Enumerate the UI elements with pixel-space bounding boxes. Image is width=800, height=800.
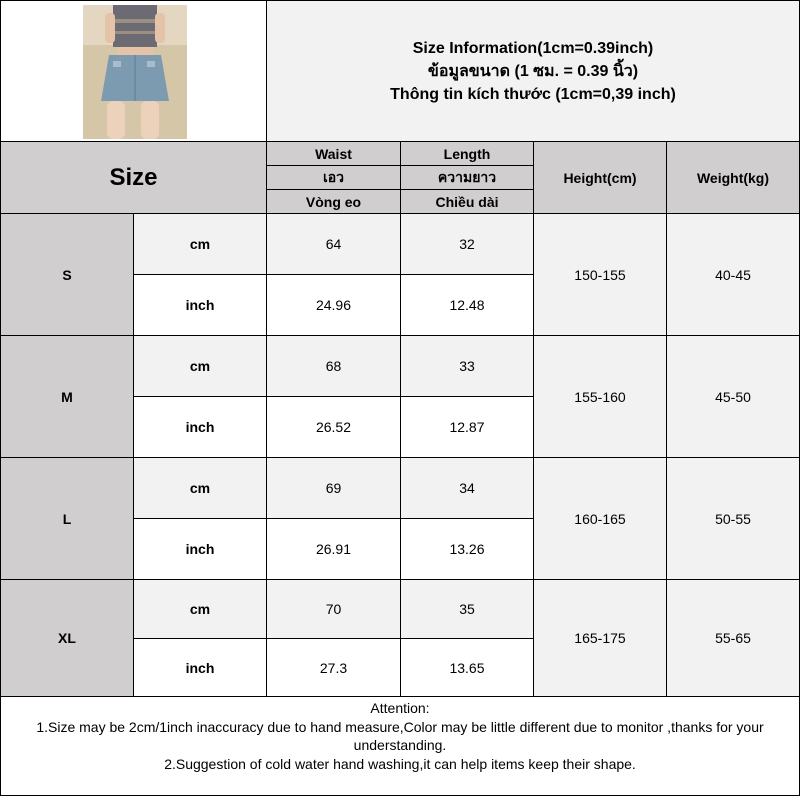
waist-value: 68 [266,335,401,397]
length-header-th: ความยาว [400,165,534,190]
weight-value: 45-50 [666,335,800,458]
height-value: 150-155 [533,213,667,336]
waist-header-vi: Vòng eo [266,189,401,214]
unit-cell: cm [133,457,267,519]
height-value: 155-160 [533,335,667,458]
attention-heading: Attention: [370,700,430,716]
size-cell-m: M [0,335,134,458]
attention-line-2: 2.Suggestion of cold water hand washing,it can help items keep their shape. [164,755,636,772]
product-photo [83,5,187,139]
title-line-th: ข้อมูลขนาด (1 ซม. = 0.39 นิ้ว) [427,62,639,80]
waist-value: 26.52 [266,396,401,458]
unit-cell: cm [133,213,267,275]
attention-notes [0,696,800,796]
unit-cell: inch [133,396,267,458]
size-cell-s: S [0,213,134,336]
length-value: 35 [400,579,534,639]
length-value: 32 [400,213,534,275]
length-value: 33 [400,335,534,397]
title-line-vi: Thông tin kích thước (1cm=0,39 inch) [390,85,676,103]
unit-cell: inch [133,518,267,580]
product-photo-icon [83,5,187,139]
weight-value: 55-65 [666,579,800,697]
unit-cell: inch [133,638,267,697]
height-value: 165-175 [533,579,667,697]
size-information-title [266,0,800,142]
height-header: Height(cm) [533,141,667,214]
length-value: 13.65 [400,638,534,697]
weight-value: 50-55 [666,457,800,580]
length-value: 13.26 [400,518,534,580]
size-cell-l: L [0,457,134,580]
waist-value: 69 [266,457,401,519]
size-header: Size [0,141,267,214]
length-value: 34 [400,457,534,519]
length-header-en: Length [400,141,534,166]
height-value: 160-165 [533,457,667,580]
unit-cell: inch [133,274,267,336]
waist-value: 26.91 [266,518,401,580]
length-value: 12.48 [400,274,534,336]
unit-cell: cm [133,579,267,639]
unit-cell: cm [133,335,267,397]
weight-header: Weight(kg) [666,141,800,214]
waist-value: 64 [266,213,401,275]
waist-header-th: เอว [266,165,401,190]
waist-value: 27.3 [266,638,401,697]
size-cell-xl: XL [0,579,134,697]
weight-value: 40-45 [666,213,800,336]
length-value: 12.87 [400,396,534,458]
length-header-vi: Chiều dài [400,189,534,214]
waist-header-en: Waist [266,141,401,166]
waist-value: 70 [266,579,401,639]
waist-value: 24.96 [266,274,401,336]
title-line-en: Size Information(1cm=0.39inch) [412,39,654,57]
attention-line-1: 1.Size may be 2cm/1inch inaccuracy due to hand measure,Color may be little different due to monitor ,thanks for your understanding. [36,718,764,753]
